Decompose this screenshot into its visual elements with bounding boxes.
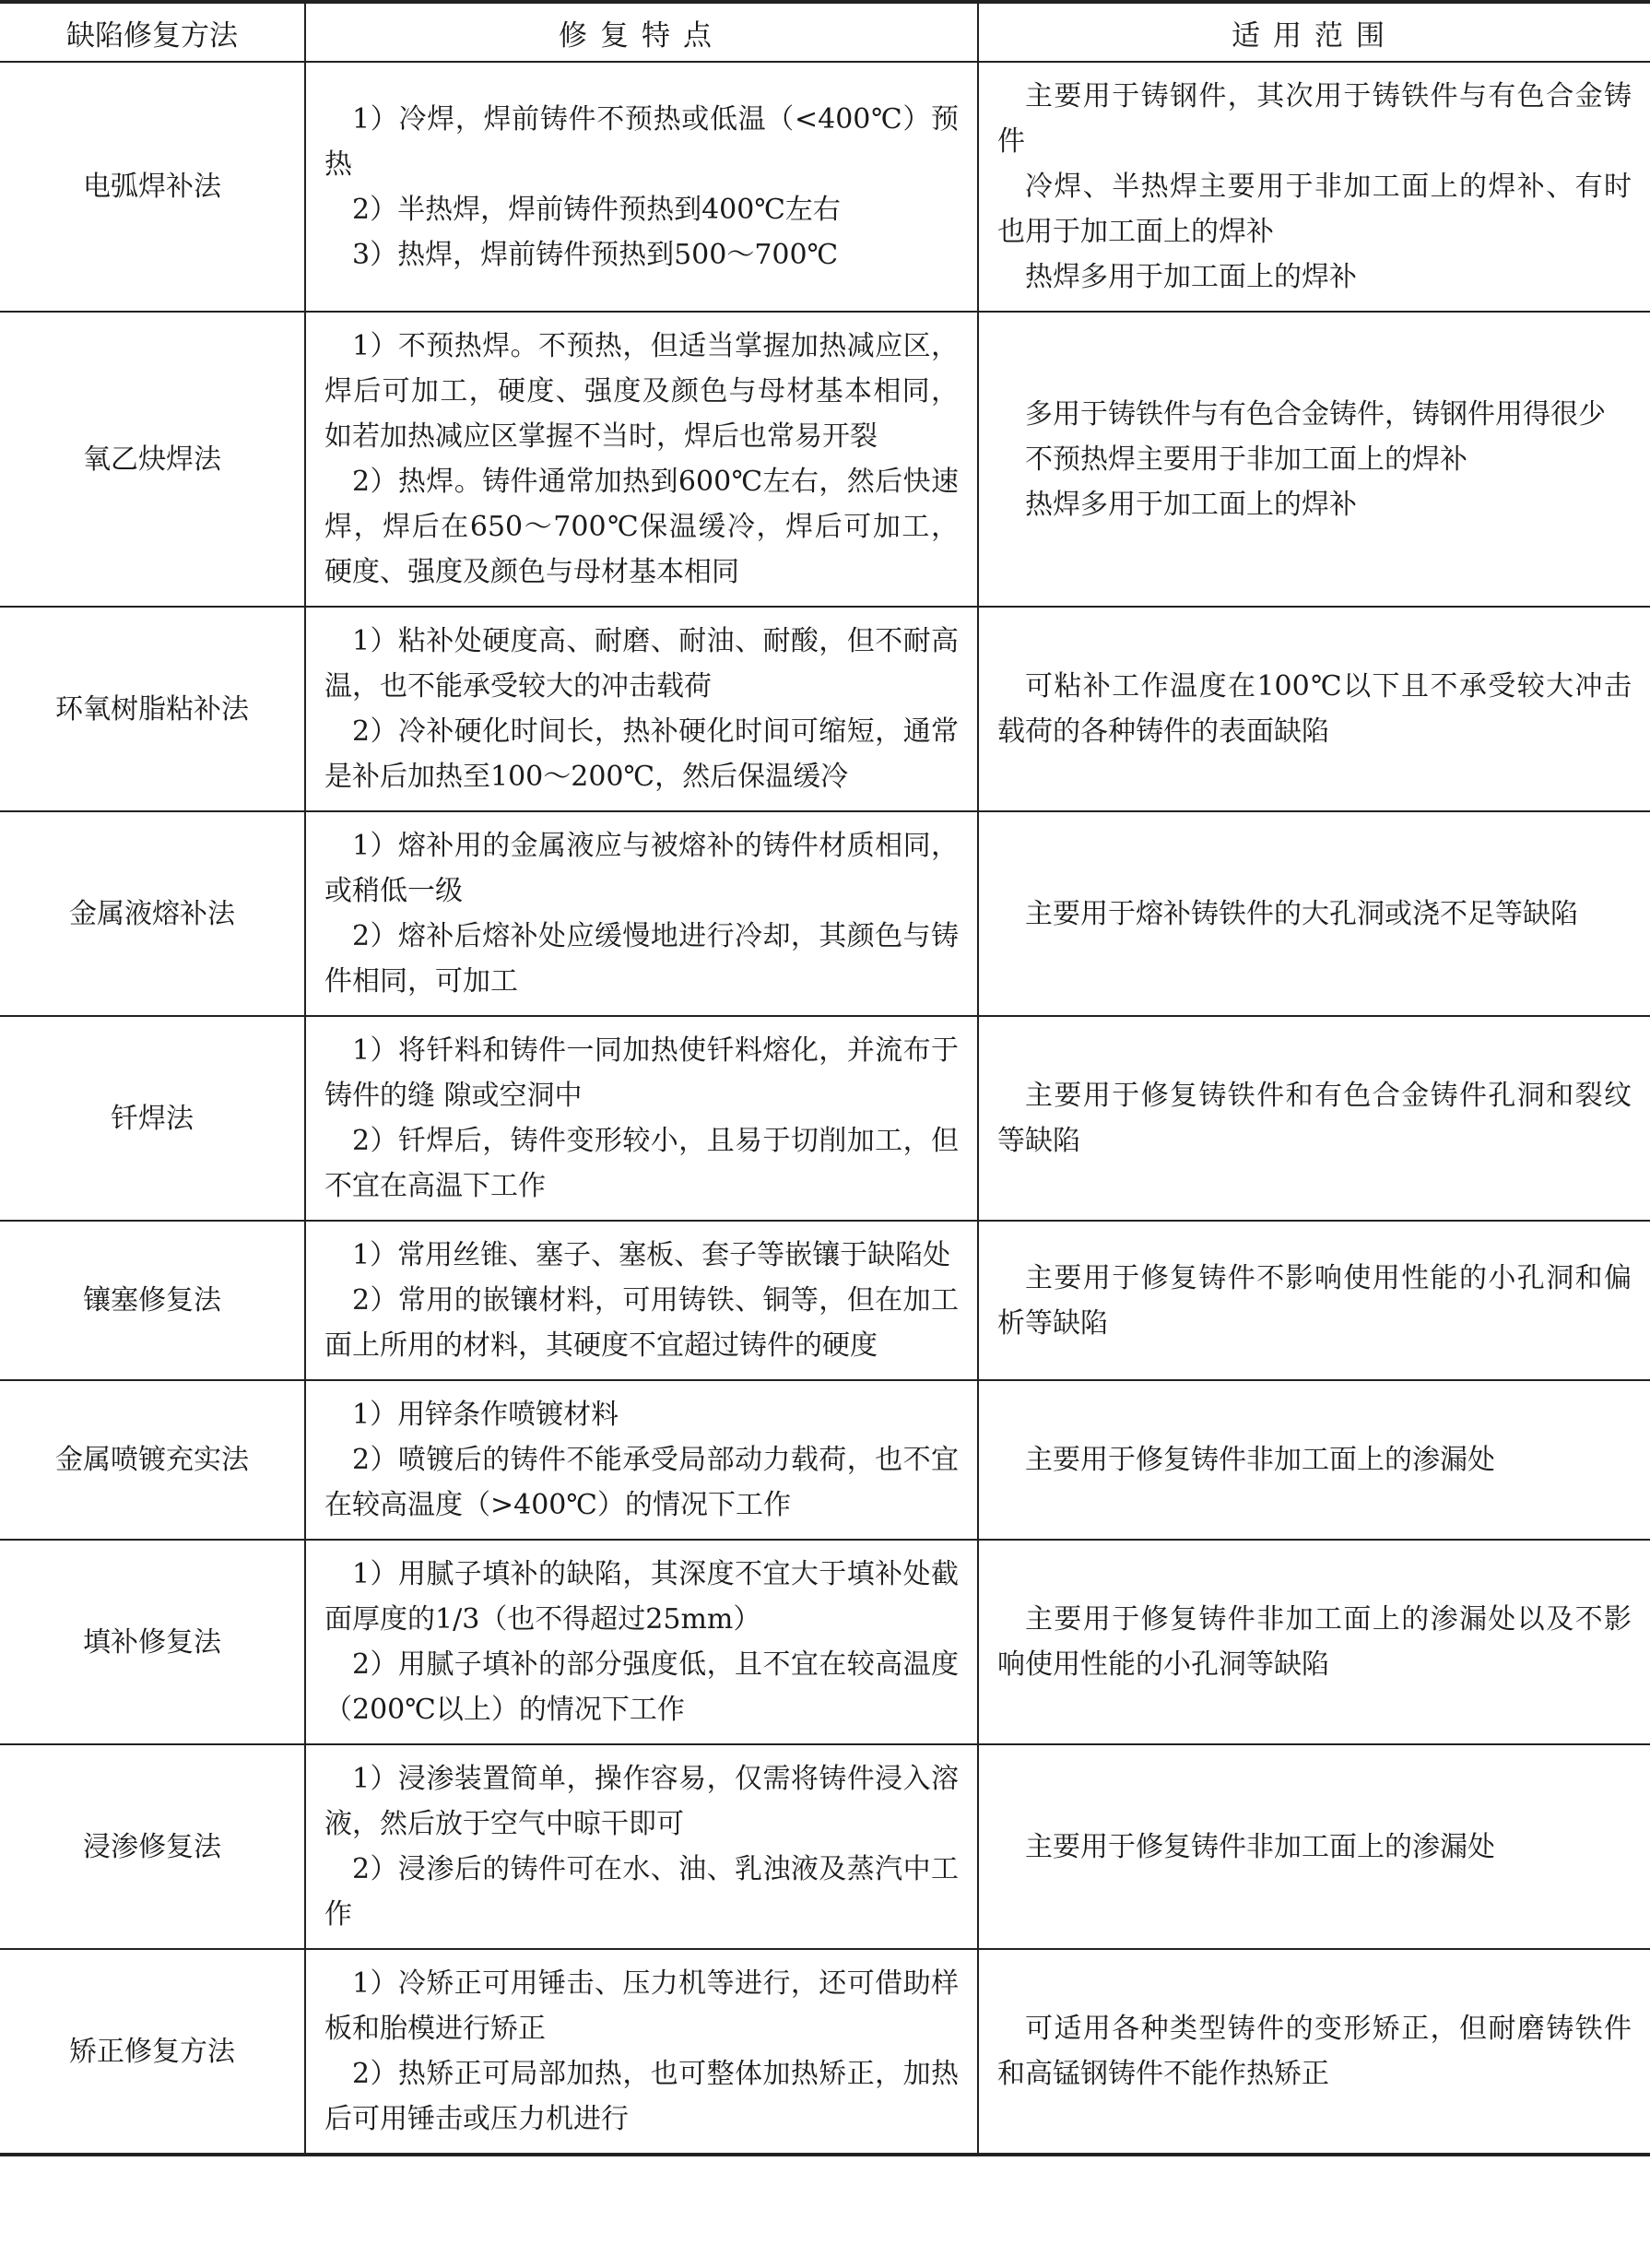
- scope-item: 主要用于铸钢件，其次用于铸铁件与有色合金铸件: [997, 80, 1632, 158]
- table-row: [0, 607, 1650, 811]
- scope-item: 主要用于修复铸件非加工面上的渗漏处以及不影响使用性能的小孔洞等缺陷: [997, 1603, 1632, 1681]
- scope-item: 不预热焊主要用于非加工面上的焊补: [1025, 443, 1467, 476]
- feature-item: 1）不预热焊。不预热，但适当掌握加热减应区，焊后可加工，硬度、强度及颜色与母材基本相同，如若加热减应区掌握不当时，焊后也常易开裂: [324, 330, 959, 453]
- method-cell: 氧乙炔焊法: [0, 312, 305, 607]
- scope-cell: [978, 1380, 1650, 1540]
- method-cell: 钎焊法: [0, 1016, 305, 1221]
- table-row: [0, 811, 1650, 1016]
- feature-item: 1）常用丝锥、塞子、塞板、套子等嵌镶于缺陷处: [352, 1239, 951, 1271]
- scope-item: 可适用各种类型铸件的变形矫正，但耐磨铸铁件和高锰钢铸件不能作热矫正: [997, 2013, 1632, 2090]
- features-cell: [305, 1949, 978, 2155]
- feature-item: 1）用锌条作喷镀材料: [352, 1399, 619, 1431]
- scope-cell: [978, 1540, 1650, 1744]
- scope-item: 主要用于修复铸件非加工面上的渗漏处: [1025, 1830, 1495, 1863]
- table-row: [0, 312, 1650, 607]
- feature-item: 2）喷镀后的铸件不能承受局部动力载荷，也不宜在较高温度（>400℃）的情况下工作: [324, 1444, 959, 1521]
- scope-item: 主要用于修复铸铁件和有色合金铸件孔洞和裂纹等缺陷: [997, 1080, 1632, 1157]
- features-cell: [305, 1221, 978, 1380]
- feature-item: 2）熔补后熔补处应缓慢地进行冷却，其颜色与铸件相同，可加工: [324, 920, 959, 998]
- features-cell: [305, 312, 978, 607]
- table-header: [0, 2, 1650, 62]
- features-cell: [305, 1016, 978, 1221]
- table-row: [0, 1016, 1650, 1221]
- feature-item: 1）冷矫正可用锤击、压力机等进行，还可借助样板和胎模进行矫正: [324, 1967, 959, 2045]
- feature-item: 2）用腻子填补的部分强度低，且不宜在较高温度（200℃以上）的情况下工作: [324, 1648, 959, 1726]
- scope-cell: [978, 62, 1650, 312]
- scope-cell: [978, 811, 1650, 1016]
- scope-item: 热焊多用于加工面上的焊补: [1025, 488, 1357, 521]
- features-cell: [305, 607, 978, 811]
- scope-item: 主要用于熔补铸铁件的大孔洞或浇不足等缺陷: [1025, 897, 1578, 930]
- feature-item: 3）热焊，焊前铸件预热到500～700℃: [352, 238, 839, 271]
- feature-item: 1）将钎料和铸件一同加热使钎料熔化，并流布于铸件的缝 隙或空洞中: [324, 1034, 959, 1112]
- method-cell: 矫正修复方法: [0, 1949, 305, 2155]
- scope-cell: [978, 1016, 1650, 1221]
- scope-item: 主要用于修复铸件非加工面上的渗漏处: [1025, 1444, 1495, 1476]
- feature-item: 1）浸渗装置简单，操作容易，仅需将铸件浸入溶液，然后放于空气中晾干即可: [324, 1763, 959, 1840]
- feature-item: 1）冷焊，焊前铸件不预热或低温（<400℃）预热: [324, 102, 959, 181]
- feature-item: 2）热矫正可局部加热，也可整体加热矫正，加热后可用锤击或压力机进行: [324, 2058, 959, 2135]
- scope-cell: [978, 1221, 1650, 1380]
- header-features: 修复特点: [305, 2, 978, 62]
- table-row: [0, 1744, 1650, 1949]
- scope-item: 主要用于修复铸件不影响使用性能的小孔洞和偏析等缺陷: [997, 1261, 1632, 1340]
- scope-item: 热焊多用于加工面上的焊补: [1025, 261, 1357, 293]
- scope-item: 冷焊、半热焊主要用于非加工面上的焊补、有时也用于加工面上的焊补: [997, 171, 1632, 248]
- feature-item: 2）常用的嵌镶材料，可用铸铁、铜等，但在加工面上所用的材料，其硬度不宜超过铸件的硬度: [324, 1284, 959, 1362]
- features-cell: [305, 1744, 978, 1949]
- table-row: [0, 62, 1650, 312]
- table-body: [0, 62, 1650, 2155]
- feature-item: 2）浸渗后的铸件可在水、油、乳浊液及蒸汽中工作: [324, 1853, 959, 1931]
- header-scope: 适用范围: [978, 2, 1650, 62]
- header-method: 缺陷修复方法: [0, 2, 305, 62]
- scope-item: 可粘补工作温度在100℃以下且不承受较大冲击载荷的各种铸件的表面缺陷: [997, 670, 1632, 748]
- feature-item: 1）用腻子填补的缺陷，其深度不宜大于填补处截面厚度的1/3（也不得超过25mm）: [324, 1558, 959, 1636]
- method-cell: 电弧焊补法: [0, 62, 305, 312]
- method-cell: 填补修复法: [0, 1540, 305, 1744]
- feature-item: 2）热焊。铸件通常加热到600℃左右，然后快速焊，焊后在650～700℃保温缓冷，焊后可加工，硬度、强度及颜色与母材基本相同: [324, 466, 959, 588]
- feature-item: 1）熔补用的金属液应与被熔补的铸件材质相同，或稍低一级: [324, 830, 959, 907]
- scope-cell: [978, 312, 1650, 607]
- features-cell: [305, 62, 978, 312]
- features-cell: [305, 1540, 978, 1744]
- scope-cell: [978, 1949, 1650, 2155]
- scope-cell: [978, 607, 1650, 811]
- method-cell: 金属喷镀充实法: [0, 1380, 305, 1540]
- table-row: [0, 1540, 1650, 1744]
- table-row: [0, 1380, 1650, 1540]
- feature-item: 1）粘补处硬度高、耐磨、耐油、耐酸，但不耐高温，也不能承受较大的冲击载荷: [324, 625, 959, 703]
- feature-item: 2）冷补硬化时间长，热补硬化时间可缩短，通常是补后加热至100～200℃，然后保温缓冷: [324, 715, 959, 793]
- method-cell: 镶塞修复法: [0, 1221, 305, 1380]
- method-cell: 环氧树脂粘补法: [0, 607, 305, 811]
- feature-item: 2）半热焊，焊前铸件预热到400℃左右: [352, 193, 841, 226]
- method-cell: 浸渗修复法: [0, 1744, 305, 1949]
- table-row: [0, 1221, 1650, 1380]
- method-cell: 金属液熔补法: [0, 811, 305, 1016]
- features-cell: [305, 811, 978, 1016]
- feature-item: 2）钎焊后，铸件变形较小，且易于切削加工，但不宜在高温下工作: [324, 1125, 959, 1202]
- scope-item: 多用于铸铁件与有色合金铸件，铸钢件用得很少: [1025, 397, 1606, 431]
- table-row: [0, 1949, 1650, 2155]
- scope-cell: [978, 1744, 1650, 1949]
- header-row: [0, 2, 1650, 62]
- features-cell: [305, 1380, 978, 1540]
